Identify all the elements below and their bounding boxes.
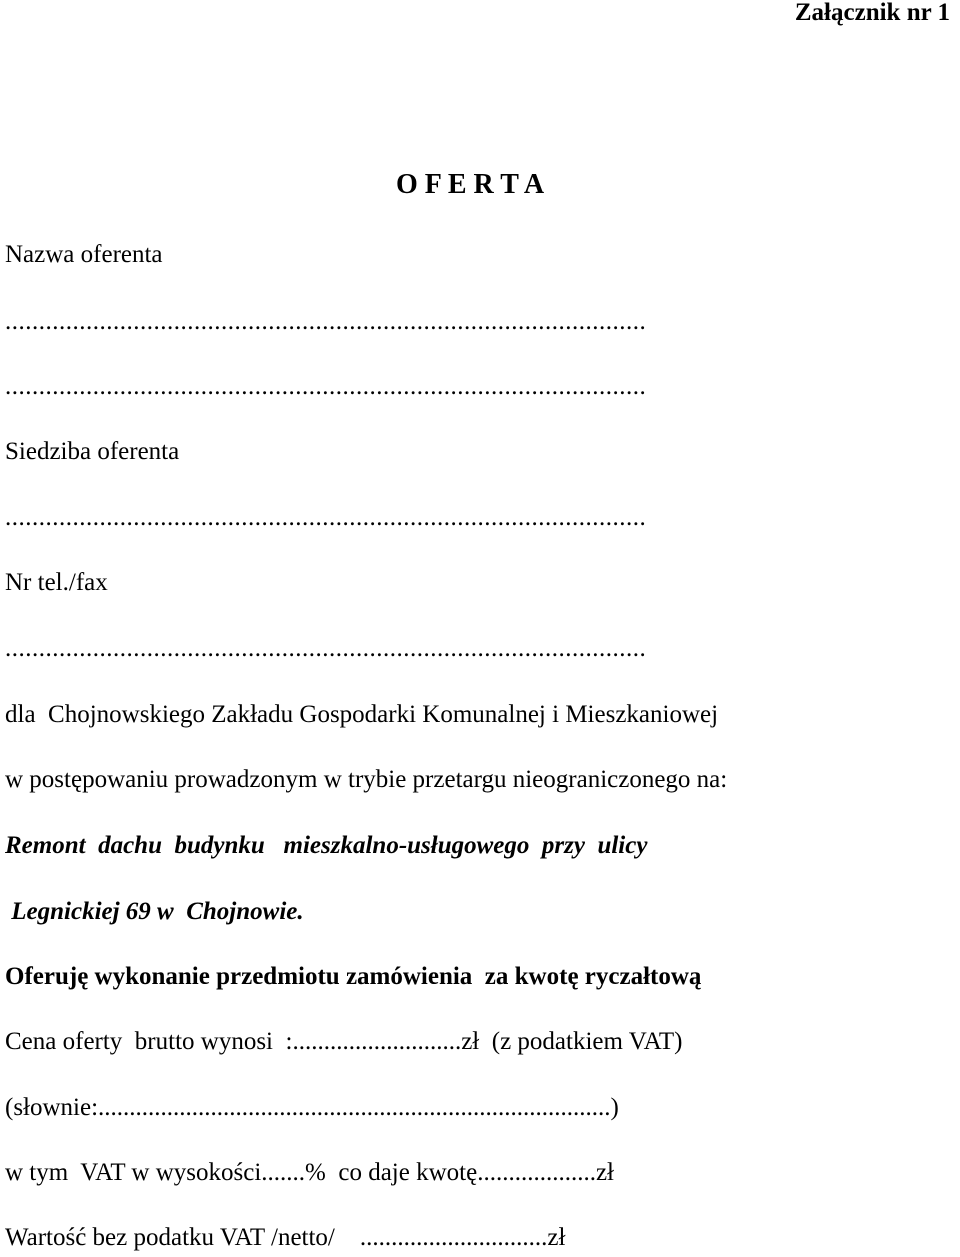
bidder-seat-label: Siedziba oferenta — [5, 438, 180, 465]
procedure-line: w postępowaniu prowadzonym w trybie przetargu nieograniczonego na: — [5, 766, 728, 793]
bidder-name-dots-2: ............................................................................................... — [5, 373, 647, 400]
bidder-seat-dots: ............................................................................................... — [5, 504, 647, 531]
page-title: O F E R T A — [396, 169, 545, 200]
net-value-line: Wartość bez podatku VAT /netto/ ..............................zł — [5, 1224, 566, 1251]
gross-price-line: Cena oferty brutto wynosi :...........................zł (z podatkiem VAT) — [5, 1028, 683, 1055]
recipient-line: dla Chojnowskiego Zakładu Gospodarki Komunalnej i Mieszkaniowej — [5, 701, 719, 728]
subject-line-2: Legnickiej 69 w Chojnowie. — [5, 898, 304, 925]
offer-statement: Oferuję wykonanie przedmiotu zamówienia za kwotę ryczałtową — [5, 963, 702, 990]
phone-fax-label: Nr tel./fax — [5, 569, 108, 596]
attachment-label: Załącznik nr 1 — [794, 0, 950, 26]
bidder-name-dots-1: ............................................................................................... — [5, 308, 647, 335]
phone-fax-dots: ............................................................................................... — [5, 635, 647, 662]
in-words-line: (słownie:..................................................................................) — [5, 1094, 619, 1121]
subject-line-1: Remont dachu budynku mieszkalno-usługowego przy ulicy — [5, 832, 648, 859]
bidder-name-label: Nazwa oferenta — [5, 241, 163, 268]
vat-line: w tym VAT w wysokości.......% co daje kwotę...................zł — [5, 1159, 614, 1186]
